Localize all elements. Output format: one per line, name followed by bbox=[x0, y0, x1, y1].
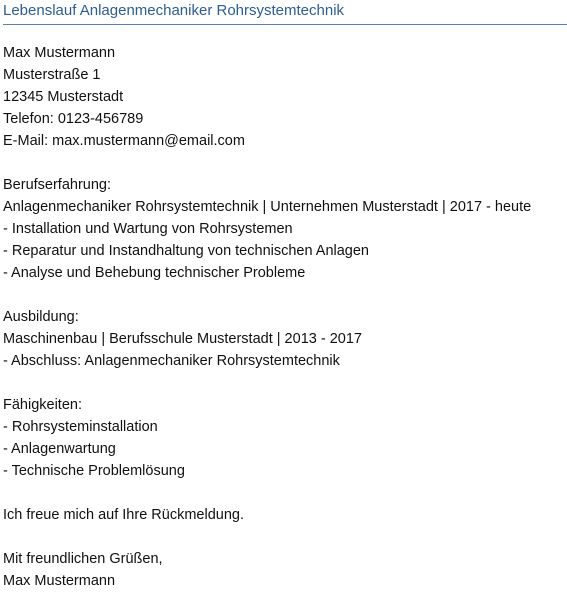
contact-city: 12345 Musterstadt bbox=[3, 89, 124, 105]
spacer bbox=[3, 372, 565, 394]
document-body bbox=[3, 42, 565, 592]
contact-name: Max Mustermann bbox=[3, 45, 116, 61]
closing-section bbox=[3, 504, 565, 592]
education-item: - Abschluss: Anlagenmechaniker Rohrsystemtechnik bbox=[3, 353, 340, 369]
experience-item: - Reparatur und Instandhaltung von technischen Anlagen bbox=[3, 243, 369, 259]
experience-item: - Installation und Wartung von Rohrsystemen bbox=[3, 221, 293, 237]
document-header bbox=[3, 0, 567, 25]
closing-message: Ich freue mich auf Ihre Rückmeldung. bbox=[3, 507, 244, 523]
skills-item: - Anlagenwartung bbox=[3, 441, 116, 457]
experience-section bbox=[3, 174, 565, 284]
spacer bbox=[3, 482, 565, 504]
skills-section bbox=[3, 394, 565, 482]
document-title: Lebenslauf Anlagenmechaniker Rohrsystemtechnik bbox=[3, 2, 345, 19]
education-heading: Ausbildung: bbox=[3, 309, 79, 325]
experience-position: Anlagenmechaniker Rohrsystemtechnik | Unternehmen Musterstadt | 2017 - heute bbox=[3, 199, 532, 215]
experience-item: - Analyse und Behebung technischer Probleme bbox=[3, 265, 306, 281]
skills-item: - Rohrsysteminstallation bbox=[3, 419, 158, 435]
closing-signature: Max Mustermann bbox=[3, 573, 116, 589]
education-entry: Maschinenbau | Berufsschule Musterstadt | 2013 - 2017 bbox=[3, 331, 362, 347]
closing-greeting: Mit freundlichen Grüßen, bbox=[3, 551, 163, 567]
experience-heading: Berufserfahrung: bbox=[3, 177, 112, 193]
spacer bbox=[3, 526, 565, 548]
spacer bbox=[3, 152, 565, 174]
contact-phone: Telefon: 0123-456789 bbox=[3, 111, 144, 127]
contact-block bbox=[3, 42, 565, 152]
education-section bbox=[3, 306, 565, 372]
contact-street: Musterstraße 1 bbox=[3, 67, 101, 83]
skills-heading: Fähigkeiten: bbox=[3, 397, 82, 413]
contact-email: E-Mail: max.mustermann@email.com bbox=[3, 133, 245, 149]
skills-item: - Technische Problemlösung bbox=[3, 463, 185, 479]
spacer bbox=[3, 284, 565, 306]
